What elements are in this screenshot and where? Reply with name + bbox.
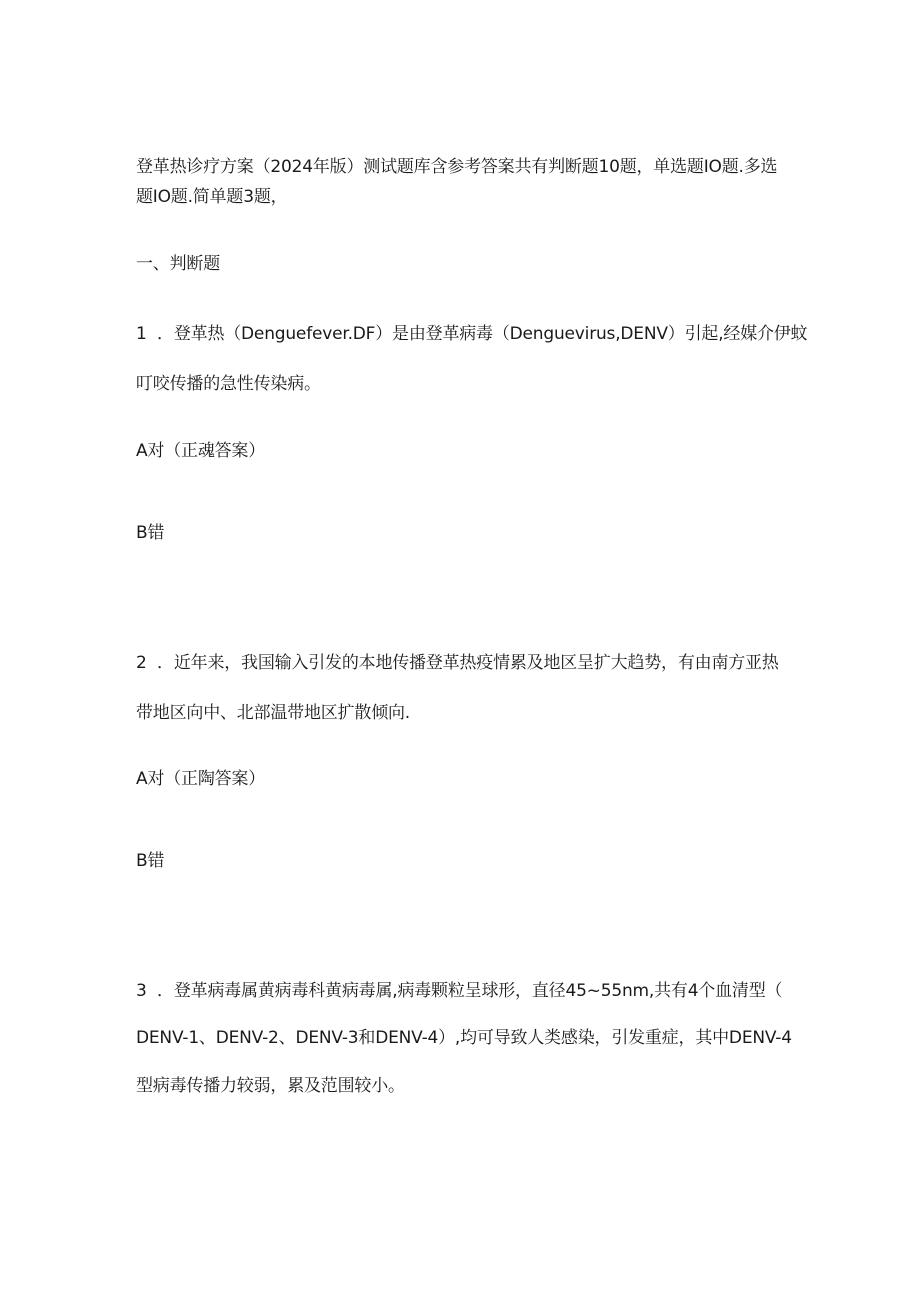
question-1-option-b: B错 — [136, 523, 165, 543]
question-1-line-2: 叮咬传播的急性传染病。 — [136, 374, 321, 394]
question-3-number: 3 — [136, 981, 147, 1001]
question-2-number: 2 — [136, 653, 147, 673]
question-3-line-2: DENV-1、DENV-2、DENV-3和DENV-4）,均可导致人类感染，引发重症，其中DENV-4 — [136, 1028, 792, 1048]
section-heading: 一、判断题 — [136, 254, 220, 274]
intro-paragraph: 登革热诊疗方案（2024年版）测试题库含参考答案共有判断题10题，单选题IO题.多选题IO题.简单题3题， — [136, 157, 778, 207]
question-2-option-a: A对（正陶答案） — [136, 769, 266, 789]
question-1-option-a: A对（正魂答案） — [136, 441, 266, 461]
question-1-number: 1 — [136, 324, 147, 344]
question-2-text-1: ．近年来，我国输入引发的本地传播登革热疫情累及地区呈扩大趋势，有由南方亚热 — [157, 653, 779, 673]
question-3-line-3: 型病毒传播力较弱，累及范围较小。 — [136, 1076, 405, 1096]
question-1-text-1: ．登革热（Denguefever.DF）是由登革病毒（Denguevirus,DENV）引起,经媒介伊蚊 — [157, 324, 808, 344]
question-2-line-1 — [136, 651, 796, 675]
question-2-line-2: 带地区向中、北部温带地区扩散倾向. — [136, 703, 411, 723]
question-3-text-1: ．登革病毒属黄病毒科黄病毒属,病毒颗粒呈球形，直径45~55nm,共有4个血清型（ — [157, 981, 783, 1001]
question-2-option-b: B错 — [136, 851, 165, 871]
question-3-line-1 — [136, 979, 796, 1003]
question-1-line-1 — [136, 322, 808, 346]
